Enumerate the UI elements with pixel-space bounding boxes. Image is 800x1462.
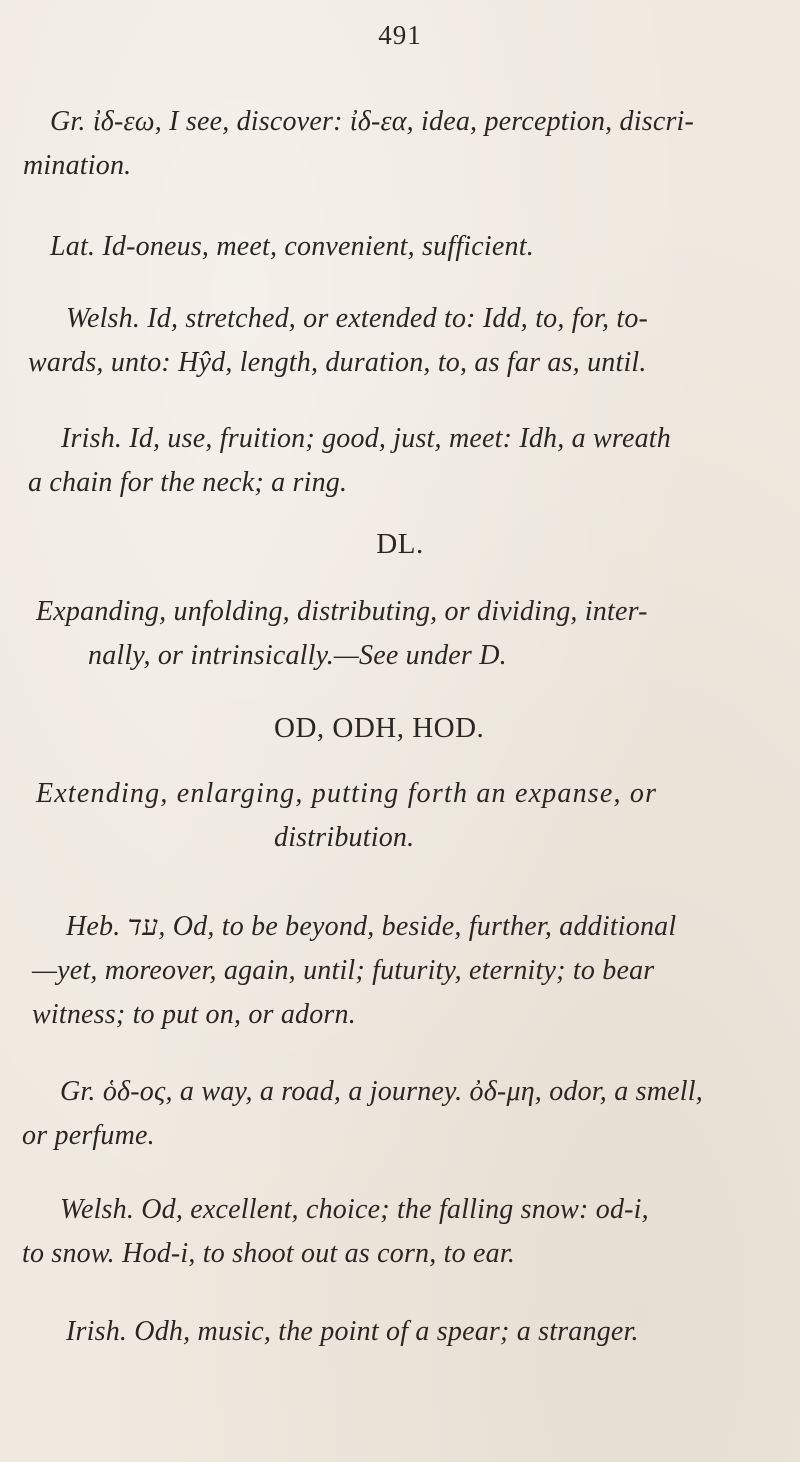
- text-line: Welsh. Od, excellent, choice; the falling snow: od-i,: [60, 1194, 649, 1225]
- text-line: Heb. עד, Od, to be beyond, beside, further, additional: [66, 911, 677, 942]
- text-line: to snow. Hod-i, to shoot out as corn, to ear.: [22, 1238, 516, 1269]
- section-definition-od: [0, 772, 800, 860]
- entry-greek-id: [0, 100, 800, 188]
- entry-irish-od: [0, 1310, 800, 1354]
- entry-welsh-od: [0, 1188, 800, 1276]
- entry-greek-od: [0, 1070, 800, 1158]
- text-line: witness; to put on, or adorn.: [32, 999, 356, 1030]
- text-line: or perfume.: [22, 1120, 155, 1151]
- entry-latin-id: [0, 225, 800, 269]
- page-number: 491: [378, 20, 422, 50]
- text-line: Expanding, unfolding, distributing, or dividing, inter-: [36, 596, 648, 627]
- entry-hebrew-od: [0, 905, 800, 1037]
- text-line: Gr. ἰδ-εω, I see, discover: ἰδ-εα, idea, perception, discri-: [50, 106, 695, 137]
- text-line: —yet, moreover, again, until; futurity, eternity; to bear: [32, 955, 655, 986]
- text-line: mination.: [23, 150, 132, 181]
- text-line: distribution.: [274, 822, 415, 853]
- section-heading-dl: DL.: [376, 528, 424, 560]
- section-heading-od: OD, ODH, HOD.: [274, 712, 485, 744]
- entry-welsh-id: [0, 297, 800, 385]
- text-line: a chain for the neck; a ring.: [28, 467, 348, 498]
- text-line: Welsh. Id, stretched, or extended to: Idd, to, for, to-: [66, 303, 649, 334]
- entry-irish-id: [0, 417, 800, 505]
- text-line: Irish. Odh, music, the point of a spear; a stranger.: [66, 1316, 639, 1347]
- text-line: Gr. ὁδ-ος, a way, a road, a journey. ὀδ-μη, odor, a smell,: [60, 1076, 703, 1107]
- section-definition-dl: [0, 590, 800, 678]
- text-line: wards, unto: Hŷd, length, duration, to, as far as, until.: [28, 347, 647, 378]
- text-line: Irish. Id, use, fruition; good, just, meet: Idh, a wreath: [61, 423, 671, 454]
- text-line: Extending, enlarging, putting forth an expanse, or: [36, 778, 658, 809]
- text-line: Lat. Id-oneus, meet, convenient, sufficient.: [50, 231, 534, 262]
- text-line: nally, or intrinsically.—See under D.: [88, 640, 507, 671]
